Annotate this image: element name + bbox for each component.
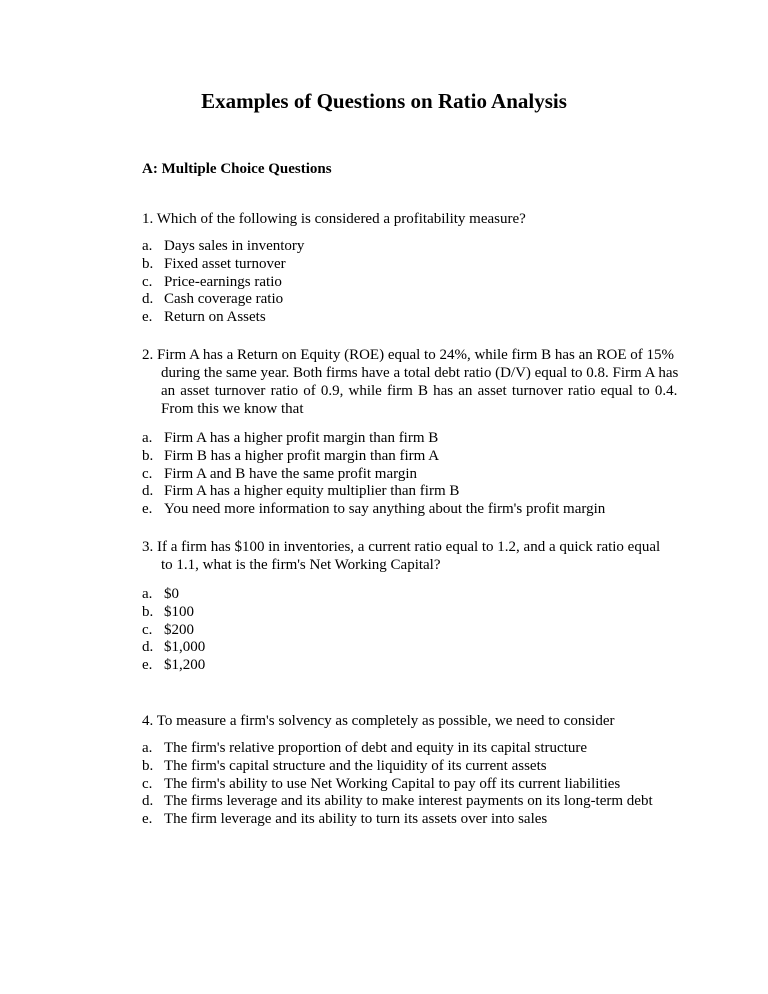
option-text: $200 — [164, 621, 194, 638]
question-stem-line: an asset turnover ratio of 0.9, while firm B has an asset turnover ratio equal to 0.4. — [161, 383, 678, 399]
option-text: Cash coverage ratio — [164, 291, 284, 308]
option-letter: d. — [142, 291, 154, 308]
option-item — [142, 309, 304, 327]
option-text: $1,000 — [164, 639, 206, 656]
question-2-stem — [142, 346, 679, 418]
option-letter: e. — [142, 811, 153, 828]
option-letter: e. — [142, 501, 153, 518]
option-letter: b. — [142, 757, 154, 774]
option-text: The firm's capital structure and the liquidity of its current assets — [164, 757, 547, 774]
option-text: Firm B has a higher profit margin than firm A — [164, 447, 440, 464]
option-item — [142, 586, 205, 604]
option-text: Fixed asset turnover — [164, 255, 286, 272]
option-text: Days sales in inventory — [164, 238, 305, 254]
question-3-stem — [142, 538, 661, 574]
option-letter: e. — [142, 657, 153, 674]
option-letter: c. — [142, 465, 153, 482]
option-text: $100 — [164, 603, 194, 620]
option-text: $1,200 — [164, 657, 206, 674]
option-item — [142, 501, 605, 519]
question-stem-line: during the same year. Both firms have a total debt ratio (D/V) equal to 0.8. Firm A has — [161, 365, 679, 381]
question-stem-line: 3. If a firm has $100 in inventories, a current ratio equal to 1.2, and a quick ratio equal — [142, 539, 661, 555]
option-item — [142, 793, 653, 811]
question-stem-line: From this we know that — [161, 401, 304, 417]
option-item — [142, 811, 653, 829]
option-item — [142, 238, 304, 256]
option-text: The firm's relative proportion of debt and equity in its capital structure — [164, 740, 587, 756]
option-item — [142, 740, 653, 758]
option-letter: d. — [142, 639, 154, 656]
option-letter: d. — [142, 793, 154, 810]
option-letter: c. — [142, 273, 153, 290]
option-item — [142, 604, 205, 622]
option-letter: d. — [142, 483, 154, 500]
option-item — [142, 639, 205, 657]
option-text: Firm A has a higher equity multiplier than firm B — [164, 483, 460, 500]
option-text: You need more information to say anything about the firm's profit margin — [164, 501, 606, 518]
option-item — [142, 448, 605, 466]
question-1-stem — [142, 210, 627, 228]
question-2-options — [142, 430, 605, 519]
option-text: Firm A and B have the same profit margin — [164, 465, 418, 482]
page-title: Examples of Questions on Ratio Analysis — [201, 89, 567, 113]
question-stem-line: 2. Firm A has a Return on Equity (ROE) equal to 24%, while firm B has an ROE of 15% — [142, 347, 675, 363]
option-letter: b. — [142, 255, 154, 272]
option-letter: b. — [142, 603, 154, 620]
option-text: Return on Assets — [164, 309, 266, 326]
option-text: The firms leverage and its ability to make interest payments on its long-term debt — [164, 793, 653, 810]
option-letter: c. — [142, 621, 153, 638]
option-text: Firm A has a higher profit margin than firm B — [164, 430, 439, 446]
option-item — [142, 291, 304, 309]
option-letter: a. — [142, 238, 153, 254]
option-item — [142, 274, 304, 292]
option-text: The firm leverage and its ability to turn its assets over into sales — [164, 811, 548, 828]
question-1-options — [142, 238, 304, 327]
option-item — [142, 622, 205, 640]
option-letter: c. — [142, 775, 153, 792]
option-item — [142, 466, 605, 484]
option-letter: e. — [142, 309, 153, 326]
option-item — [142, 430, 605, 448]
option-item — [142, 776, 653, 794]
question-stem-line: to 1.1, what is the firm's Net Working Capital? — [161, 557, 441, 573]
question-stem-line: 4. To measure a firm's solvency as completely as possible, we need to consider — [142, 713, 615, 729]
question-3-options — [142, 586, 205, 675]
option-text: Price-earnings ratio — [164, 273, 282, 290]
option-item — [142, 483, 605, 501]
option-item — [142, 758, 653, 776]
question-4-stem — [142, 712, 627, 730]
option-text: $0 — [164, 586, 179, 602]
question-stem-line: 1. Which of the following is considered a profitability measure? — [142, 211, 526, 227]
section-heading: A: Multiple Choice Questions — [142, 161, 332, 177]
option-item — [142, 256, 304, 274]
option-letter: a. — [142, 586, 153, 602]
option-letter: a. — [142, 430, 153, 446]
option-letter: b. — [142, 447, 154, 464]
question-4-options — [142, 740, 653, 829]
option-text: The firm's ability to use Net Working Capital to pay off its current liabilities — [164, 775, 621, 792]
option-letter: a. — [142, 740, 153, 756]
option-item — [142, 657, 205, 675]
